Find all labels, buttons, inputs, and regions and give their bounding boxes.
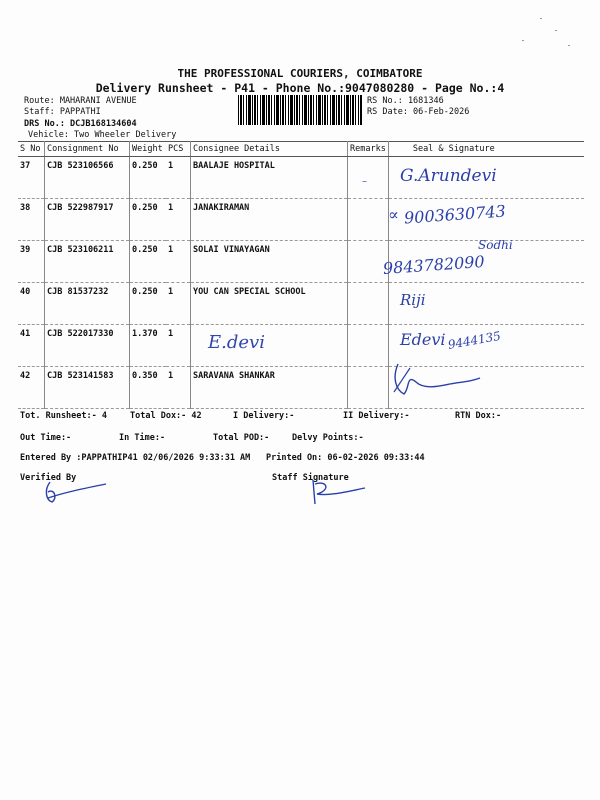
cell-consignee: JANAKIRAMAN <box>191 199 348 241</box>
total-dox: Total Dox:- 42 <box>130 411 202 421</box>
cell-consignee: BAALAJE HOSPITAL <box>191 157 348 199</box>
drs-number: DRS No.: DCJB168134604 <box>24 119 137 129</box>
rs-number: RS No.: 1681346 <box>367 96 444 106</box>
phone-row-39: 9843782090 <box>382 251 486 278</box>
verified-by: Verified By <box>20 473 77 483</box>
cell-consignment: CJB 81537232 <box>45 283 130 325</box>
cell-remarks <box>348 199 389 241</box>
cell-weight: 0.250 <box>130 283 167 325</box>
cell-consignment: CJB 522017330 <box>45 325 130 367</box>
signature-row-41: Edevi <box>400 330 446 349</box>
total-pod: Total POD:- <box>213 433 270 443</box>
rs-date: RS Date: 06-Feb-2026 <box>367 107 470 117</box>
barcode <box>238 95 362 125</box>
delvy-points: Delvy Points:- <box>292 433 364 443</box>
cell-weight: 0.350 <box>130 367 167 409</box>
col-remarks: Remarks <box>348 142 389 157</box>
cell-sno: 41 <box>18 325 45 367</box>
cell-consignee: SARAVANA SHANKAR <box>191 367 348 409</box>
out-time: Out Time:- <box>20 433 72 443</box>
ii-delivery: II Delivery:- <box>343 411 410 421</box>
cell-pcs: 1 <box>166 241 191 283</box>
route: Route: MAHARANI AVENUE <box>24 96 137 106</box>
cell-remarks <box>348 325 389 367</box>
col-sno: S No <box>18 142 45 157</box>
printed-on: Printed On: 06-02-2026 09:33:44 <box>266 453 425 463</box>
signature-row-42 <box>390 360 500 400</box>
verified-signature <box>36 478 116 508</box>
cell-sno: 39 <box>18 241 45 283</box>
cell-remarks <box>348 283 389 325</box>
signature-row-39: Sodhi <box>478 238 513 252</box>
staff-signature: Staff Signature <box>272 473 349 483</box>
i-delivery: I Delivery:- <box>233 411 295 421</box>
col-signature: Seal & Signature <box>388 142 584 157</box>
tot-runsheet: Tot. Runsheet:- 4 <box>20 411 107 421</box>
signature-row-37: G.Arundevi <box>400 166 497 186</box>
cell-weight: 0.250 <box>130 199 167 241</box>
cell-sno: 38 <box>18 199 45 241</box>
in-time: In Time:- <box>119 433 166 443</box>
cell-sno: 40 <box>18 283 45 325</box>
cell-weight: 0.250 <box>130 157 167 199</box>
staff: Staff: PAPPATHI <box>24 107 101 117</box>
entered-by: Entered By :PAPPATHIP41 02/06/2026 9:33:31 AM <box>20 453 251 463</box>
remark-dash: – <box>362 176 367 187</box>
cell-consignee: SOLAI VINAYAGAN <box>191 241 348 283</box>
cell-pcs: 1 <box>166 367 191 409</box>
cell-consignment: CJB 522987917 <box>45 199 130 241</box>
col-consignee: Consignee Details <box>191 142 348 157</box>
table-row <box>18 283 584 325</box>
cell-remarks <box>348 367 389 409</box>
table-header-row <box>18 142 584 157</box>
rtn-dox: RTN Dox:- <box>455 411 502 421</box>
cell-sno: 42 <box>18 367 45 409</box>
table-row <box>18 157 584 199</box>
staff-signature-mark <box>305 478 375 508</box>
cell-sno: 37 <box>18 157 45 199</box>
signature-row-38 <box>388 201 507 228</box>
cell-consignment: CJB 523141583 <box>45 367 130 409</box>
cell-pcs: 1 <box>166 283 191 325</box>
cell-consignment: CJB 523106566 <box>45 157 130 199</box>
cell-weight: 1.370 <box>130 325 167 367</box>
cell-weight: 0.250 <box>130 241 167 283</box>
col-weight: Weight <box>130 142 167 157</box>
phone-row-38: 9003630743 <box>403 201 507 228</box>
company-name: THE PROFESSIONAL COURIERS, COIMBATORE <box>177 67 423 80</box>
phone-row-41: 9444135 <box>446 328 502 352</box>
signature-row-40: Riji <box>400 291 426 309</box>
col-consignment: Consignment No <box>45 142 130 157</box>
cell-consignment: CJB 523106211 <box>45 241 130 283</box>
cell-pcs: 1 <box>166 157 191 199</box>
cell-remarks <box>348 157 389 199</box>
cell-pcs: 1 <box>166 199 191 241</box>
cell-pcs: 1 <box>166 325 191 367</box>
consignee-row-41: E.devi <box>208 332 265 353</box>
signature-mark: ∝ <box>388 205 399 224</box>
vehicle: Vehicle: Two Wheeler Delivery <box>28 130 177 140</box>
cell-consignee: YOU CAN SPECIAL SCHOOL <box>191 283 348 325</box>
runsheet-title: Delivery Runsheet - P41 - Phone No.:9047080280 - Page No.:4 <box>95 81 505 95</box>
col-pcs: PCS <box>166 142 191 157</box>
